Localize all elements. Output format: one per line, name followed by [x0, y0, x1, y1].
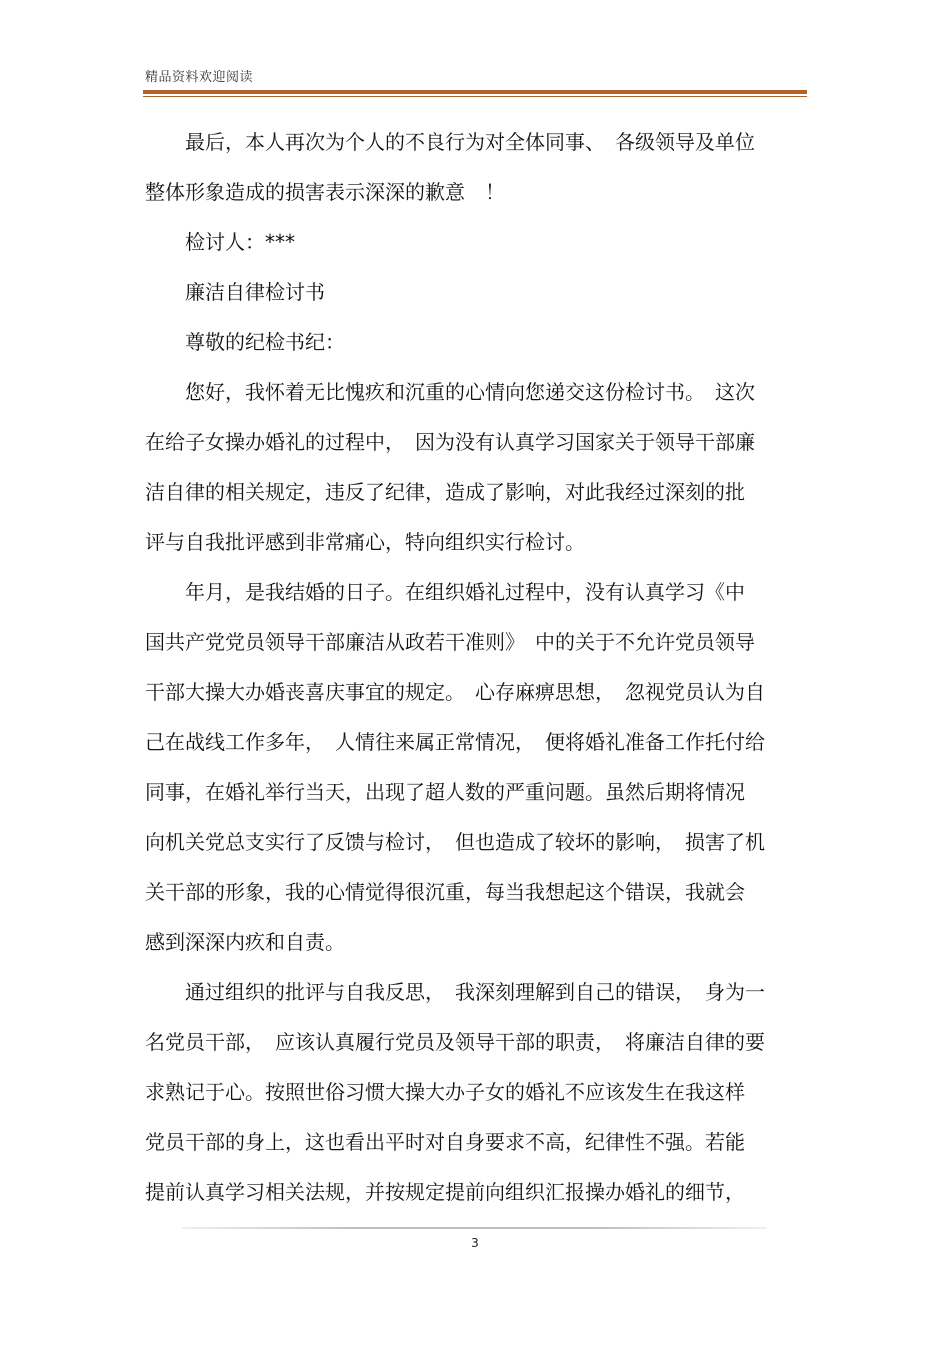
body-line: 您好，我怀着无比愧疚和沉重的心情向您递交这份检讨书。 这次 [145, 380, 755, 404]
body-line: 干部大操大办婚丧喜庆事宜的规定。 心存麻痹思想， 忽视党员认为自 [145, 680, 765, 704]
body-line: 在给子女操办婚礼的过程中， 因为没有认真学习国家关于领导干部廉 [145, 430, 755, 454]
body-line: 党员干部的身上，这也看出平时对自身要求不高，纪律性不强。若能 [145, 1130, 745, 1154]
body-line: 名党员干部， 应该认真履行党员及领导干部的职责， 将廉洁自律的要 [145, 1030, 765, 1054]
header-rule [143, 90, 807, 94]
body-line: 通过组织的批评与自我反思， 我深刻理解到自己的错误， 身为一 [145, 980, 765, 1004]
body-line: 同事，在婚礼举行当天，出现了超人数的严重问题。虽然后期将情况 [145, 780, 745, 804]
body-line: 求熟记于心。按照世俗习惯大操大办子女的婚礼不应该发生在我这样 [145, 1080, 745, 1104]
body-line: 整体形象造成的损害表示深深的歉意 ！ [145, 180, 505, 204]
header-rule-thin [143, 96, 807, 97]
body-line: 关干部的形象，我的心情觉得很沉重，每当我想起这个错误，我就会 [145, 880, 745, 904]
body-line: 尊敬的纪检书纪： [145, 330, 345, 354]
body-line: 廉洁自律检讨书 [145, 280, 325, 304]
body-line: 感到深深内疚和自责。 [145, 930, 345, 954]
body-line: 国共产党党员领导干部廉洁从政若干准则》 中的关于不允许党员领导 [145, 630, 755, 654]
page-header: 精品资料欢迎阅读 [145, 70, 254, 85]
footer-rule [182, 1227, 767, 1229]
body-line: 己在战线工作多年， 人情往来属正常情况， 便将婚礼准备工作托付给 [145, 730, 765, 754]
body-line: 提前认真学习相关法规，并按规定提前向组织汇报操办婚礼的细节， [145, 1180, 745, 1204]
page-number: 3 [471, 1236, 479, 1250]
body-line: 最后，本人再次为个人的不良行为对全体同事、 各级领导及单位 [145, 130, 755, 154]
body-line: 洁自律的相关规定，违反了纪律，造成了影响，对此我经过深刻的批 [145, 480, 745, 504]
body-line: 向机关党总支实行了反馈与检讨， 但也造成了较坏的影响， 损害了机 [145, 830, 765, 854]
body-line: 年月，是我结婚的日子。在组织婚礼过程中，没有认真学习《中 [145, 580, 745, 604]
body-line: 评与自我批评感到非常痛心，特向组织实行检讨。 [145, 530, 585, 554]
body-line: 检讨人：*** [145, 230, 295, 254]
